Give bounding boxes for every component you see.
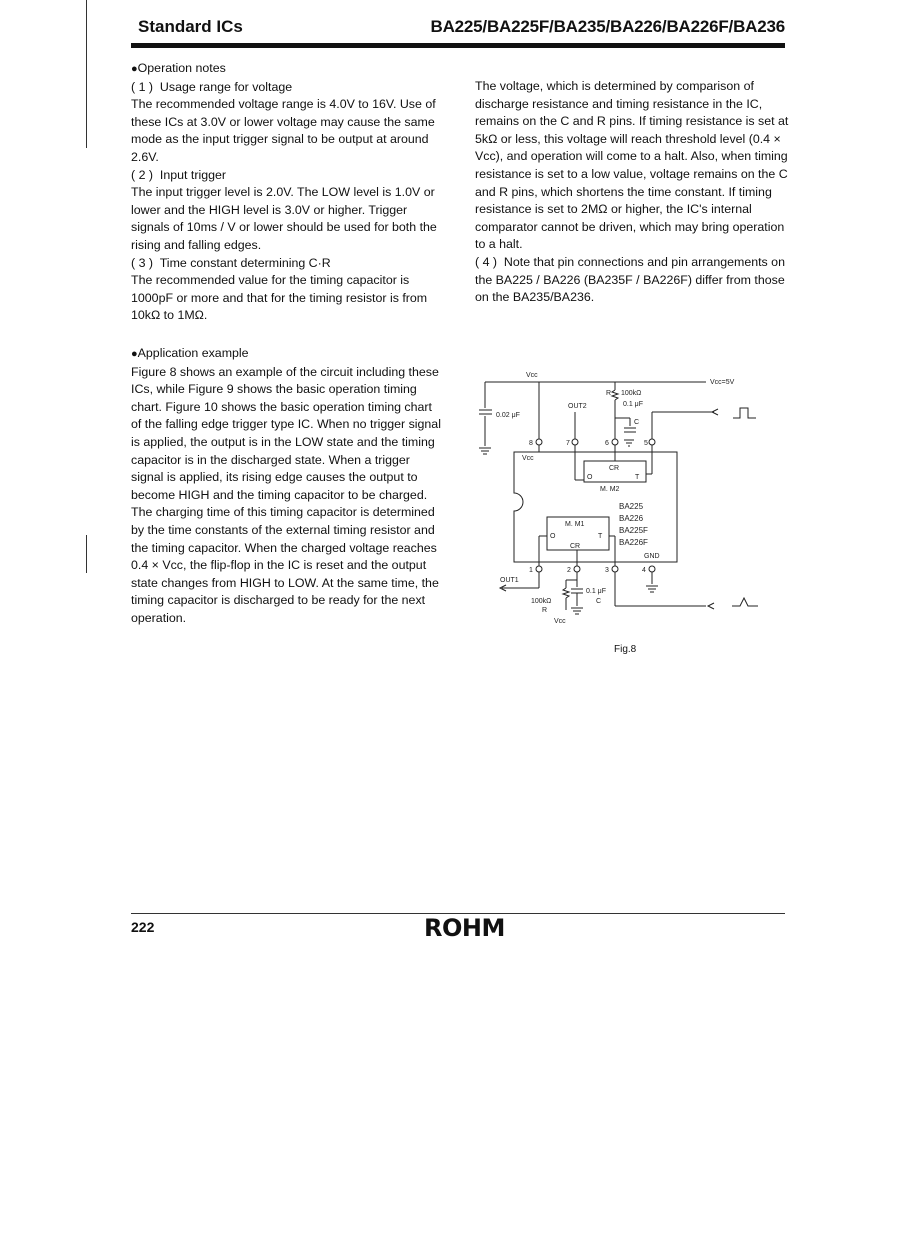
input-arrow-icon bbox=[712, 409, 718, 415]
pulse-rising-icon bbox=[733, 408, 756, 418]
ic-name-2: BA226 bbox=[619, 514, 644, 523]
svg-text:M. M1: M. M1 bbox=[565, 521, 585, 528]
pin-1 bbox=[536, 566, 542, 572]
ground-icon bbox=[479, 448, 491, 454]
page-header bbox=[138, 14, 785, 44]
application-example bbox=[131, 345, 443, 628]
svg-text:O: O bbox=[587, 474, 593, 481]
svg-text:4: 4 bbox=[642, 567, 646, 574]
svg-text:6: 6 bbox=[605, 440, 609, 447]
svg-text:100kΩ: 100kΩ bbox=[531, 598, 552, 605]
ic-name-4: BA226F bbox=[619, 538, 648, 547]
svg-text:0.1 μF: 0.1 μF bbox=[586, 588, 606, 595]
note-2-title: ( 2 ) Input trigger bbox=[131, 167, 227, 182]
scan-artifact-line bbox=[86, 0, 87, 148]
note-4-text: ( 4 ) Note that pin connections and pin arrangements on the BA225 / BA226 (BA235F / BA226F) differ from those on the BA235/BA236. bbox=[475, 254, 785, 305]
operation-notes-heading: ●Operation notes bbox=[131, 61, 226, 75]
brand-logo: ROHM bbox=[424, 914, 505, 942]
note-1-text: The recommended voltage range is 4.0V to 16V. Use of these ICs at 3.0V or lower voltage may cause the same mode as the input trigger signal to be output at around 2.6V. bbox=[131, 97, 436, 164]
note-3-title: ( 3 ) Time constant determining C·R bbox=[131, 255, 331, 270]
pin-7 bbox=[572, 439, 578, 445]
pin-4 bbox=[649, 566, 655, 572]
svg-text:Vcc: Vcc bbox=[522, 455, 534, 462]
label-cap-left: 0.02 μF bbox=[496, 412, 520, 419]
svg-text:7: 7 bbox=[566, 440, 570, 447]
svg-text:T: T bbox=[598, 533, 603, 540]
note-3-text: The recommended value for the timing capacitor is 1000pF or more and that for the timing resistor is from 10kΩ to 1MΩ. bbox=[131, 273, 428, 323]
note-2-text: The input trigger level is 2.0V. The LOW level is 1.0V or lower and the HIGH level is 3.0V or higher. Trigger signals of 10ms / V or lower should be used for both the rising and falling edges. bbox=[131, 185, 437, 252]
circuit-diagram bbox=[478, 366, 778, 641]
ground-icon bbox=[624, 440, 634, 446]
circuit-schematic bbox=[478, 366, 778, 641]
bullet-icon: ● bbox=[131, 348, 138, 360]
svg-text:100kΩ: 100kΩ bbox=[621, 390, 642, 397]
svg-text:Vcc: Vcc bbox=[554, 618, 566, 625]
ground-icon bbox=[646, 586, 658, 592]
svg-text:0.1 μF: 0.1 μF bbox=[623, 401, 643, 408]
application-paragraph-1: Figure 8 shows an example of the circuit including these ICs, while Figure 9 shows the basic operation timing chart. Figure 10 shows the basic operation timing chart of the falling edge trigger type IC. When no trigger signal is applied, the output is in the LOW state and the timing capacitor is in the discharged state. When a trigger signal is applied, its rising edge causes the output to become HIGH and the timing capacitor to be charged. bbox=[131, 364, 441, 502]
pulse-falling-icon bbox=[732, 598, 758, 606]
note-1-title: ( 1 ) Usage range for voltage bbox=[131, 79, 293, 94]
pin-2 bbox=[574, 566, 580, 572]
ic-name-1: BA225 bbox=[619, 502, 644, 511]
pin-6 bbox=[612, 439, 618, 445]
svg-text:CR: CR bbox=[609, 465, 620, 472]
svg-text:C: C bbox=[634, 419, 640, 426]
svg-text:T: T bbox=[635, 474, 640, 481]
svg-text:8: 8 bbox=[529, 440, 533, 447]
svg-text:2: 2 bbox=[567, 567, 571, 574]
ic-name-3: BA225F bbox=[619, 526, 648, 535]
svg-text:3: 3 bbox=[605, 567, 609, 574]
operation-notes bbox=[131, 60, 443, 325]
svg-text:M. M2: M. M2 bbox=[600, 486, 620, 493]
figure-caption: Fig.8 bbox=[614, 644, 637, 655]
scan-artifact-line bbox=[86, 535, 87, 573]
pin-8 bbox=[536, 439, 542, 445]
application-heading: ●Application example bbox=[131, 346, 249, 360]
svg-text:C: C bbox=[596, 598, 602, 605]
ic-package bbox=[514, 452, 677, 562]
ground-icon bbox=[571, 608, 583, 614]
section-title: Standard ICs bbox=[138, 17, 243, 36]
svg-text:CR: CR bbox=[570, 543, 581, 550]
label-vcc-top: Vcc bbox=[526, 372, 538, 379]
note-3-continued-text: The voltage, which is determined by comparison of discharge resistance and timing resistance in the IC, remains on the C and R pins. If timing resistance is set at 5kΩ or less, this voltage will reach threshold level (0.4 × Vcc), and operation will come to a halt. Also, when timing resistance is set to a low value, voltage remains on the C and R pins, which shortens the time constant. If timing resistance is set to 2MΩ or higher, the IC's internal comparator cannot be driven, which may bring operation to a halt. bbox=[475, 79, 789, 252]
svg-text:O: O bbox=[550, 533, 556, 540]
pin-3 bbox=[612, 566, 618, 572]
label-vcc-5v: Vcc=5V bbox=[710, 379, 735, 386]
application-paragraph-2: The charging time of this timing capacitor is determined by the time constants of the external timing resistor and the timing capacitor. When the charged voltage reaches 0.4 × Vcc, the flip-flop in the IC is reset and the output state changes from HIGH to LOW. At the same time, the timing capacitor is discharged to be ready for the next operation. bbox=[131, 505, 439, 625]
bullet-icon: ● bbox=[131, 63, 138, 75]
label-gnd: GND bbox=[644, 553, 660, 560]
pin-5 bbox=[649, 439, 655, 445]
page-number: 222 bbox=[131, 919, 155, 935]
label-out2: OUT2 bbox=[568, 403, 587, 410]
resistor-bottom bbox=[563, 588, 569, 598]
operation-notes-continued bbox=[475, 78, 791, 307]
svg-text:5: 5 bbox=[644, 440, 648, 447]
svg-text:R: R bbox=[606, 390, 612, 397]
svg-text:1: 1 bbox=[529, 567, 533, 574]
svg-text:R: R bbox=[542, 607, 548, 614]
resistor-top bbox=[612, 390, 618, 400]
product-title: BA225/BA225F/BA235/BA226/BA226F/BA236 bbox=[430, 17, 785, 36]
header-rule bbox=[131, 43, 785, 48]
label-out1: OUT1 bbox=[500, 577, 519, 584]
input-arrow-icon bbox=[708, 603, 714, 609]
